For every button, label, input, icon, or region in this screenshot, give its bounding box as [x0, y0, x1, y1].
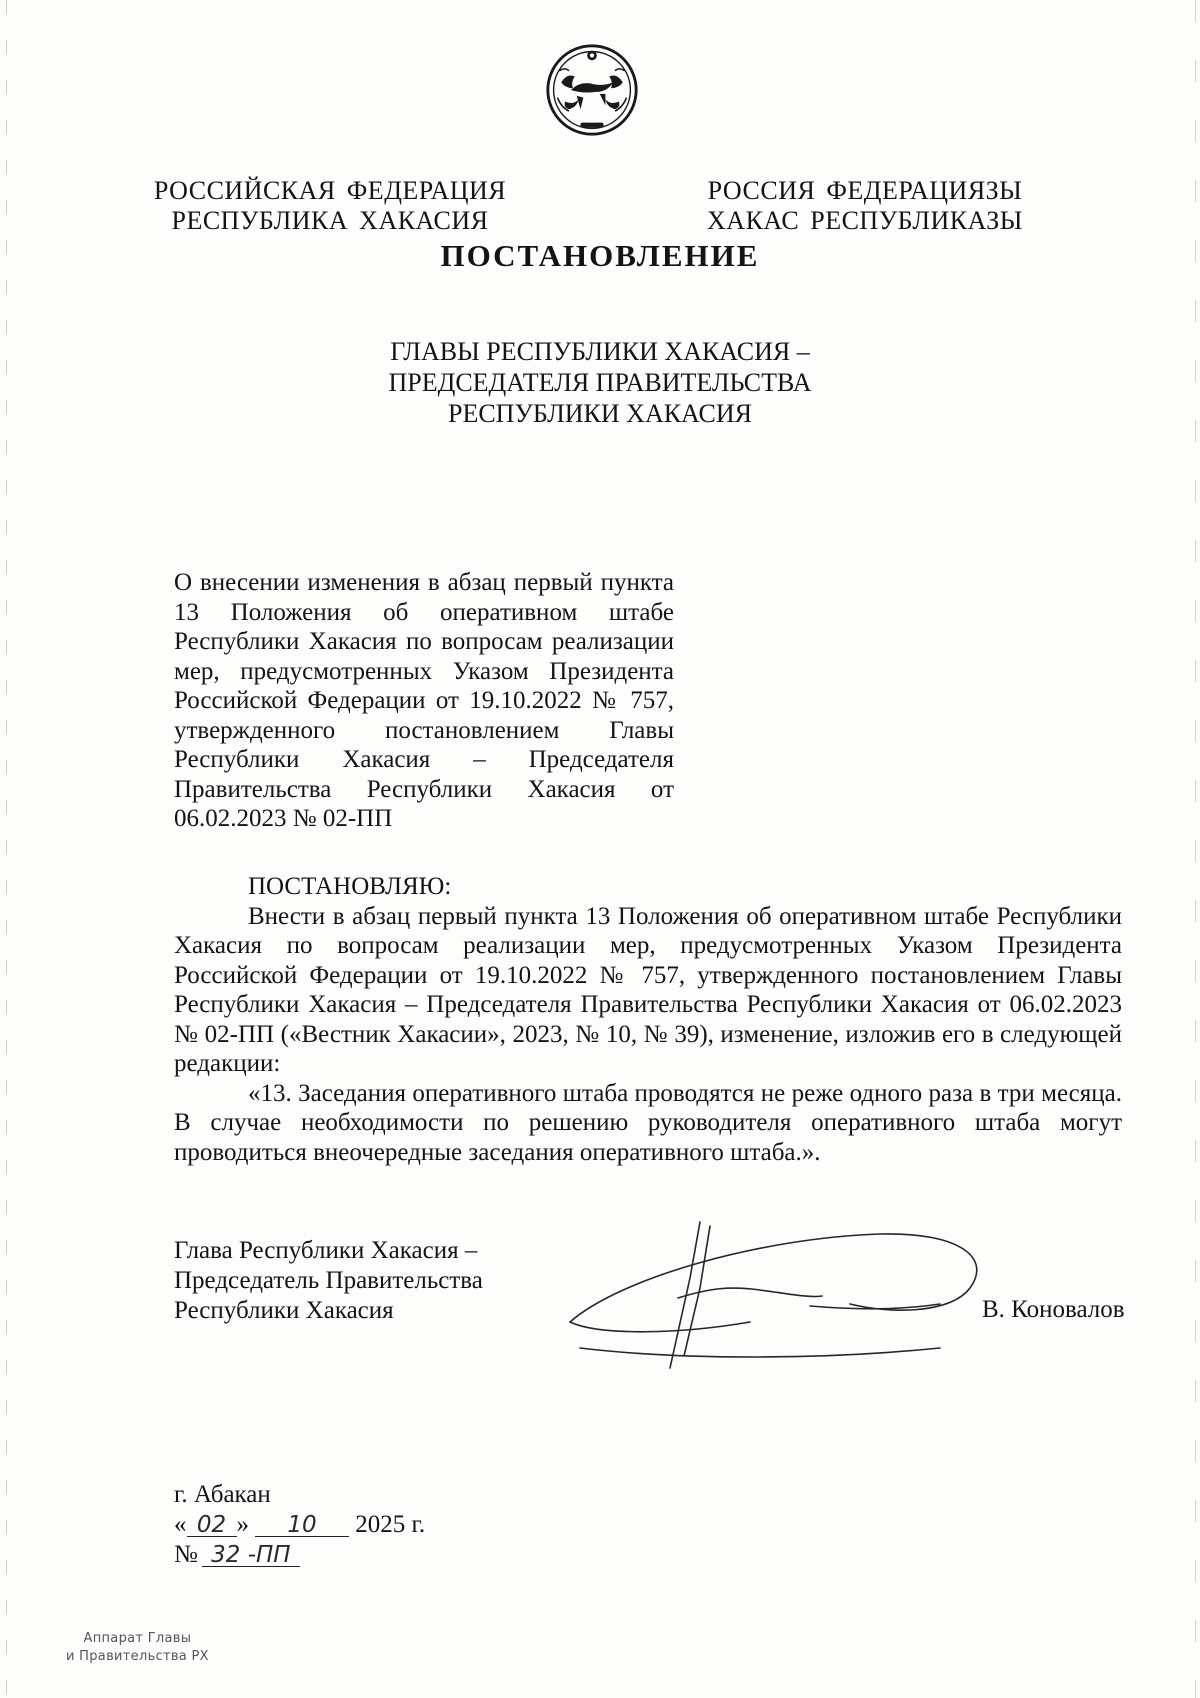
date-month: 10: [255, 1510, 349, 1537]
body-paragraph: «13. Заседания оперативного штаба проводятся не реже одного раза в три месяца. В случае необходимости по решению руководителя оперативного штаба могут проводиться внеочередные заседания оперативного штаба.».: [174, 1079, 1122, 1166]
signer-name: В. Коновалов: [982, 1296, 1125, 1323]
header-russian: [150, 176, 510, 236]
date-day: 02: [187, 1510, 237, 1537]
date-quote-open: «: [174, 1511, 187, 1538]
coat-of-arms-icon: [544, 42, 640, 138]
document-footer: [174, 1480, 425, 1570]
handwritten-signature: [560, 1218, 1000, 1378]
document-subject: О внесении изменения в абзац первый пункта 13 Положения об оперативном штабе Республики Хакасия по вопросам реализации мер, предусмотренных Указом Президента Российской Федерации от 19.10.2022 № 757, утвержденного постановлением Главы Республики Хакасия – Председателя Правительства Республики Хакасия от 06.02.2023 № 02-ПП: [174, 569, 674, 832]
body-paragraph: Внести в абзац первый пункта 13 Положения об оперативном штабе Республики Хакасия по вопросам реализации мер, предусмотренных Указом Президента Российской Федерации от 19.10.2022 № 757, утвержденного постановлением Главы Республики Хакасия – Председателя Правительства Республики Хакасия от 06.02.2023 № 02-ПП («Вестник Хакасии», 2023, № 10, № 39), изменение, изложив его в следующей редакции:: [174, 902, 1122, 1077]
header-right-line: РОССИЯ ФЕДЕРАЦИЯЗЫ: [707, 176, 1023, 205]
stamp-line: Аппарат Главы: [83, 1631, 192, 1646]
signer-position-line: Республики Хакасия: [174, 1297, 394, 1324]
issuer-line: ПРЕДСЕДАТЕЛЯ ПРАВИТЕЛЬСТВА: [388, 368, 812, 397]
header-left-line: РЕСПУБЛИКА ХАКАСИЯ: [171, 206, 489, 235]
signer-position: [174, 1236, 483, 1326]
issuer: [0, 336, 1200, 429]
date-year: 2025 г.: [355, 1511, 426, 1538]
signer-position-line: Председатель Правительства: [174, 1267, 483, 1294]
document-title: ПОСТАНОВЛЕНИЕ: [440, 238, 760, 273]
header-khakas: [700, 176, 1030, 236]
document-body: [174, 872, 1122, 1167]
issuer-line: РЕСПУБЛИКИ ХАКАСИЯ: [447, 399, 752, 428]
signer-position-line: Глава Республики Хакасия –: [174, 1237, 478, 1264]
registry-stamp: [66, 1630, 209, 1666]
stamp-line: и Правительства РХ: [66, 1649, 209, 1664]
number-line: [174, 1540, 425, 1570]
issuer-line: ГЛАВЫ РЕСПУБЛИКИ ХАКАСИЯ –: [390, 337, 810, 366]
number-label: №: [174, 1541, 198, 1568]
header-left-line: РОССИЙСКАЯ ФЕДЕРАЦИЯ: [153, 176, 507, 205]
date-line: [174, 1510, 425, 1540]
document-number: 32 -ПП: [202, 1540, 300, 1567]
city: г. Абакан: [174, 1481, 271, 1508]
resolve-heading: ПОСТАНОВЛЯЮ:: [248, 873, 452, 900]
date-quote-close: »: [236, 1511, 249, 1538]
header-right-line: ХАКАС РЕСПУБЛИКАЗЫ: [707, 206, 1023, 235]
